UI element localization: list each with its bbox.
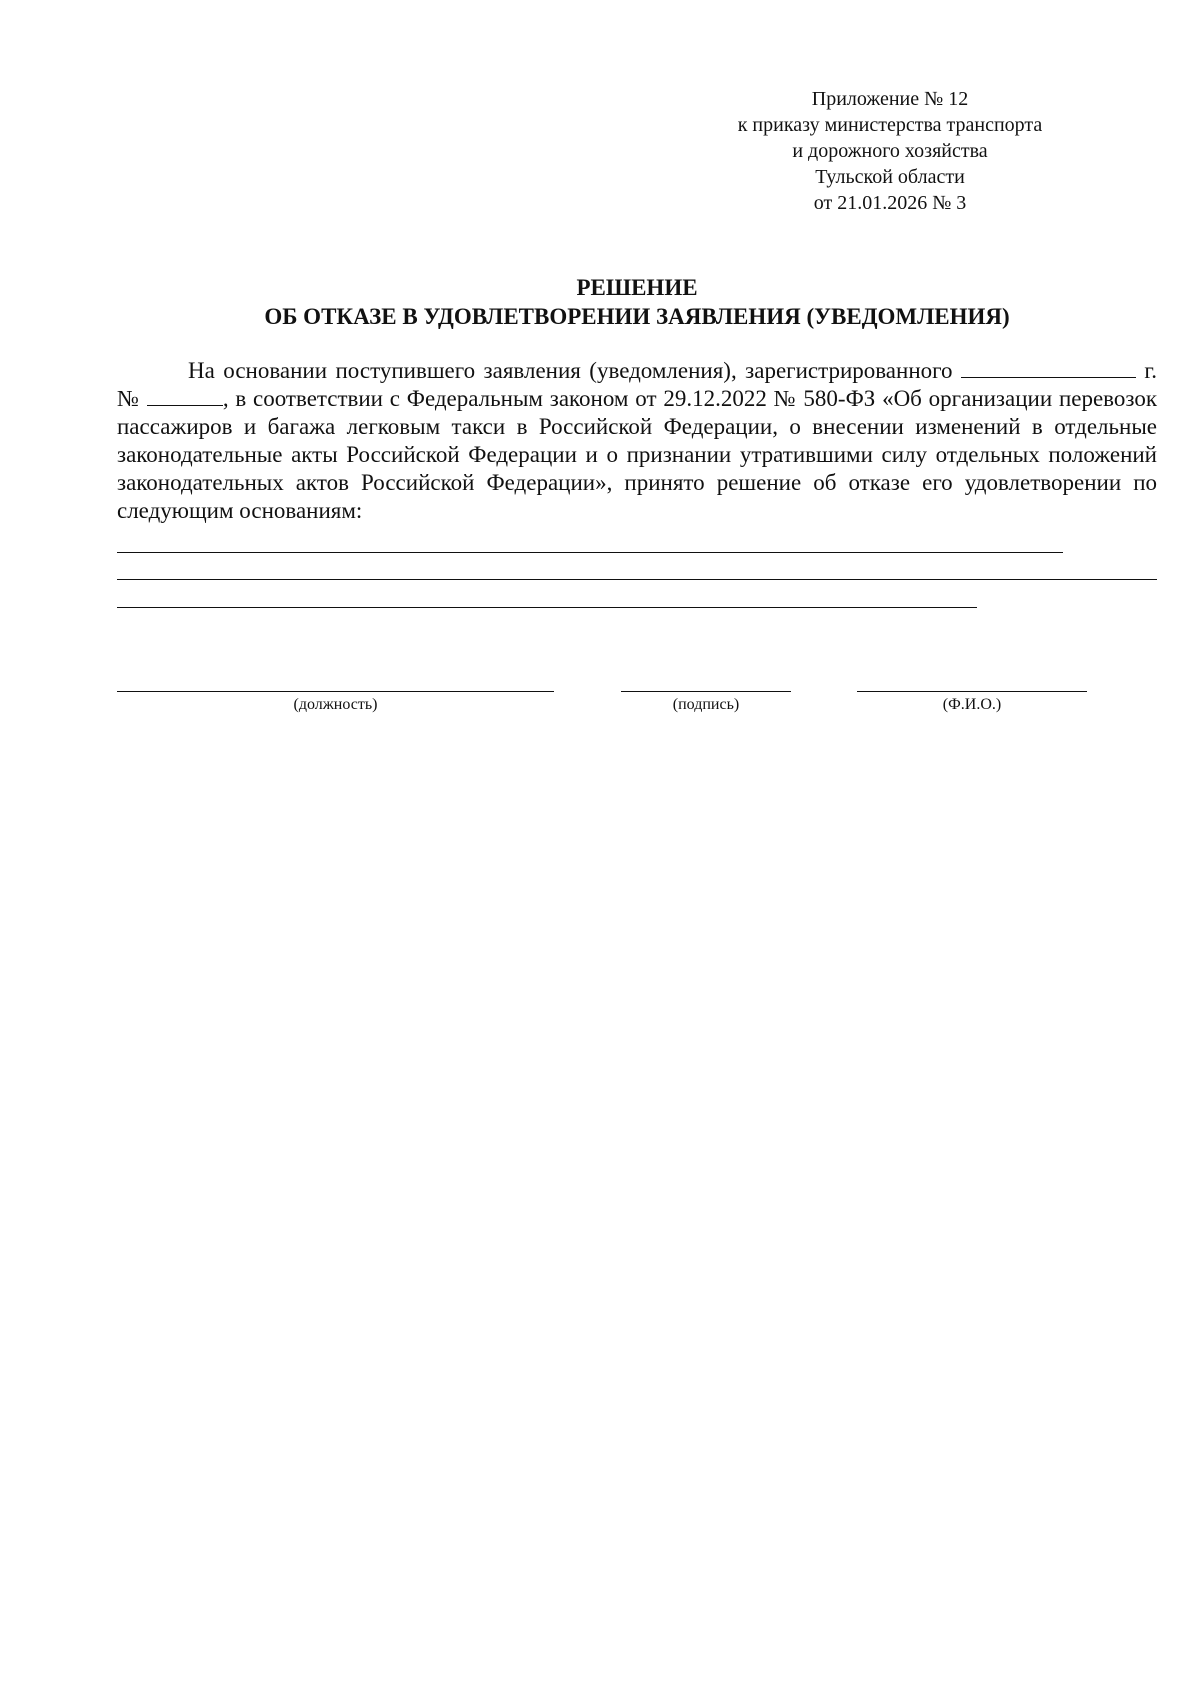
signature-label: (подпись) <box>672 696 740 713</box>
position-line <box>117 691 554 692</box>
appendix-line-2: к приказу министерства транспорта <box>737 114 1043 136</box>
appendix-line-1: Приложение № 12 <box>811 88 969 110</box>
signature-line <box>621 691 791 692</box>
name-label: (Ф.И.О.) <box>942 696 1002 713</box>
body-reg-mid: г. № <box>117 358 1157 411</box>
appendix-line-5: от 21.01.2026 № 3 <box>813 192 967 214</box>
decision-paragraph <box>117 357 1157 525</box>
body-main: , в соответствии с Федеральным законом от 29.12.2022 № 580-ФЗ «Об организации перевозок пассажиров и багажа легковым такси в Российской Федерации, о внесении изменений в отдельные законодательные акты Российской Федерации и о признании утратившими силу отдельных положений законодательных актов Российской Федерации», принято решение об отказе его удовлетворении по следующим основаниям: <box>117 386 1158 523</box>
name-line <box>857 691 1087 692</box>
document-title: РЕШЕНИЕ <box>576 275 698 300</box>
grounds-line-1 <box>117 552 1063 553</box>
position-label: (должность) <box>293 696 378 713</box>
appendix-line-4: Тульской области <box>815 166 965 188</box>
decision-body <box>117 357 1157 525</box>
appendix-block <box>700 86 1080 216</box>
registration-date-blank <box>961 357 1136 378</box>
appendix-line-3: и дорожного хозяйства <box>792 140 988 162</box>
body-intro: На основании поступившего заявления (уведомления), зарегистрированного <box>188 358 953 383</box>
grounds-line-2 <box>117 579 1157 580</box>
document-subtitle: ОБ ОТКАЗЕ В УДОВЛЕТВОРЕНИИ ЗАЯВЛЕНИЯ (УВЕДОМЛЕНИЯ) <box>264 304 1010 329</box>
grounds-line-3 <box>117 607 977 608</box>
registration-number-blank <box>147 385 223 406</box>
